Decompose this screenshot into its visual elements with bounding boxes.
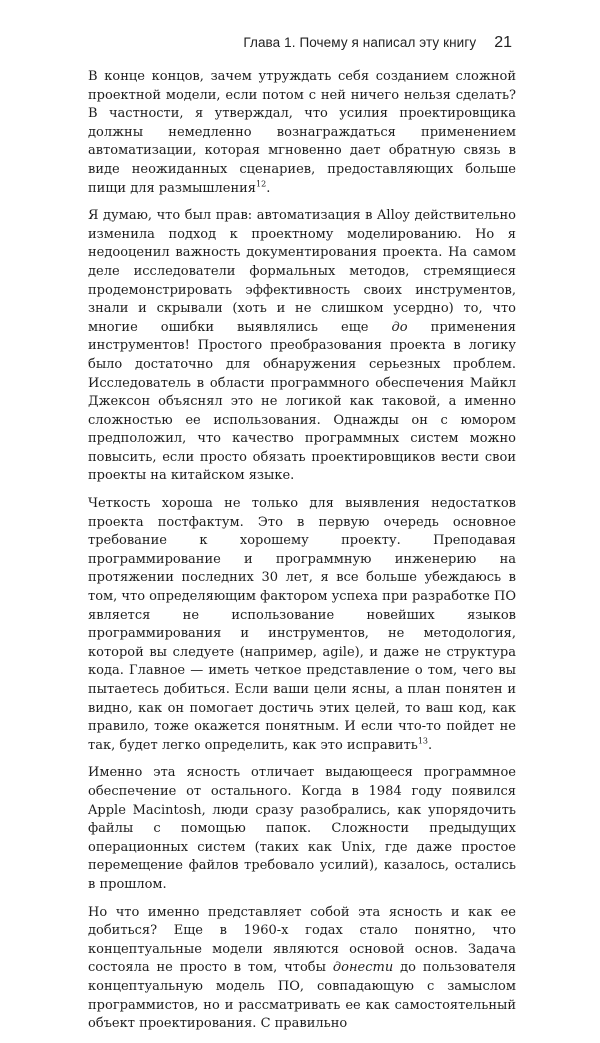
paragraph-3: Четкость хороша не только для выявления недостатков проекта постфактум. Это в первую очередь основное требование к хорошему проекту. Преподавая программирование и программную инженерию на протяжении последних 30 лет, я все больше убеждаюсь в том, что определяющим фактором успеха при разработке ПО является не использование новейших языков программирования и инструментов, не методология, которой вы следуете (например, agile), и даже не структура кода. Главное — иметь четкое представление о том, чего вы пытаетесь добиться. Если ваши цели ясны, а план понятен и видно, как он помогает достичь этих целей, то ваш код, как правило, тоже окажется понятным. И если что-то пойдет не так, будет легко определить, как это исправить$^{13}$. bbox=[88, 496, 516, 753]
paragraph-4 bbox=[88, 764, 516, 894]
paragraph-1: В конце концов, зачем утруждать себя созданием сложной проектной модели, если потом с ней ничего нельзя сделать? В частности, я утверждал, что усилия проектировщика должны немедленно вознаграждаться применением автоматизации, которая мгновенно дает обратную связь в виде неожиданных сценариев, предоставляющих больше пищи для размышления$^{12}$. bbox=[88, 69, 516, 196]
footnote-marker-13: 13 bbox=[417, 736, 429, 746]
paragraph-2-emphasis: до bbox=[391, 319, 408, 335]
running-header bbox=[243, 34, 512, 52]
paragraph-2-text-a: Я думаю, что был прав: автоматизация в Alloy действительно изменила подход к проектному моделированию. Но я недооценил важность документирования проекта. На самом деле исследователи формальных методов, стремящиеся продемонстрировать эффективность своих инструментов, знали и скрывали (хоть и не слишком усердно) то, что многие ошибки выявлялись еще bbox=[88, 208, 516, 335]
paragraph-5-text-b: до пользователя концептуальную модель ПО, совпадающую с замыслом программистов, но и рассматривать ее как самостоятельный объект проектирования. С правильно bbox=[88, 960, 516, 1032]
paragraph-1-text: В конце концов, зачем утруждать себя созданием сложной проектной модели, если потом с ней ничего нельзя сделать? В частности, я утверждал, что усилия проектировщика должны немедленно вознаграждаться применением автоматизации, которая мгновенно дает обратную связь в виде неожиданных сценариев, предоставляющих больше пищи для размышления bbox=[88, 69, 516, 196]
paragraph-4-text: Именно эта ясность отличает выдающееся программное обеспечение от остального. Когда в 1984 году появился Apple Macintosh, люди сразу разобрались, как упорядочить файлы с помощью папок. Сложности предыдущих операционных систем (таких как Unix, где даже простое перемещение файлов требовало усилий), казалось, остались в прошлом. bbox=[88, 765, 516, 892]
paragraph-2-text-b: применения инструментов! Простого преобразования проекта в логику было достаточно для обнаружения серьезных проблем. Исследователь в области программного обеспечения Майкл Джексон объяснял это не логикой как таковой, а именно сложностью ее использования. Однажды он с юмором предположил, что качество программных систем можно повысить, если просто обязать проектировщиков вести свои проекты на китайском языке. bbox=[88, 319, 516, 484]
footnote-marker-12: 12 bbox=[256, 179, 267, 189]
paragraph-5-text-a: Но что именно представляет собой эта ясность и как ее добиться? Еще в 1960-х годах стало понятно, что концептуальные модели являются основой основ. Задача состояла не просто в том, чтобы bbox=[88, 904, 516, 976]
body-text bbox=[88, 68, 516, 1043]
paragraph-3-text: Четкость хороша не только для выявления недостатков проекта постфактум. Это в первую очередь основное требование к хорошему проекту. Преподавая программирование и программную инженерию на протяжении последних 30 лет, я все больше убеждаюсь в том, что определяющим фактором успеха при разработке ПО является не использование новейших языков программирования и инструментов, не методология, которой вы следуете (например, agile), и даже не структура кода. Главное — иметь четкое представление о том, чего вы пытаетесь добиться. Если ваши цели ясны, а план понятен и видно, как он помогает достичь этих целей, то ваш код, как правило, тоже окажется понятным. И если что-то пойдет не так, будет легко определить, как это исправить bbox=[88, 496, 516, 753]
page-number: 21 bbox=[494, 34, 512, 51]
paragraph-2 bbox=[88, 207, 516, 486]
chapter-title: Глава 1. Почему я написал эту книгу bbox=[243, 35, 477, 50]
paragraph-5-emphasis: донести bbox=[332, 960, 394, 976]
paragraph-5 bbox=[88, 904, 516, 1034]
